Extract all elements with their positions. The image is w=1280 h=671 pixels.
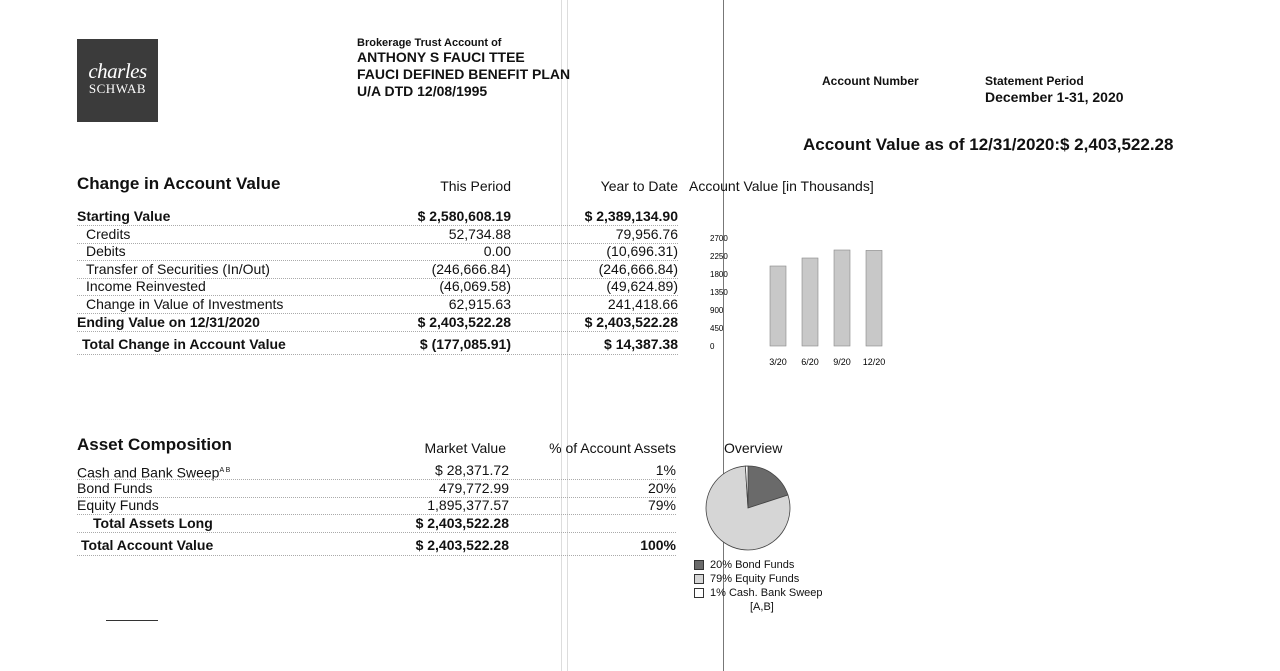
- change-row-period: (246,666.84): [431, 261, 511, 277]
- legend-swatch: [694, 560, 704, 570]
- row-divider: [77, 532, 676, 533]
- bar-9/20: [834, 250, 850, 346]
- legend-item: [694, 558, 823, 572]
- footer-rule: [106, 620, 158, 621]
- asset-row-label-text: Equity Funds: [77, 497, 159, 513]
- change-row-period: 62,915.63: [448, 296, 511, 312]
- logo-text-charles: charles: [88, 59, 147, 83]
- x-tick-label: 6/20: [801, 357, 819, 367]
- change-section-title: Change in Account Value: [77, 174, 281, 193]
- change-row-ytd: (10,696.31): [606, 243, 678, 259]
- bar-3/20: [770, 266, 786, 346]
- change-row-ytd: $ 2,403,522.28: [584, 314, 678, 330]
- change-row-period: 0.00: [483, 243, 511, 259]
- asset-row-market: $ 28,371.72: [435, 462, 509, 478]
- bar-6/20: [802, 258, 818, 346]
- change-row-period: 52,734.88: [448, 226, 511, 242]
- legend-label: 1% Cash. Bank Sweep: [710, 587, 823, 599]
- asset-row-pct: 79%: [647, 497, 676, 513]
- y-tick-label: 2250: [710, 252, 728, 261]
- asset-row-label-text: Total Account Value: [81, 537, 214, 553]
- row-divider: [77, 555, 676, 556]
- account-header: [357, 37, 570, 100]
- asset-row-label: [77, 497, 159, 514]
- pie-chart-title: Overview: [724, 440, 783, 456]
- change-row-ytd: (49,624.89): [606, 278, 678, 294]
- asset-section-title: Asset Composition: [77, 435, 232, 454]
- overview-pie-chart: [700, 462, 800, 554]
- change-row-period: $ 2,580,608.19: [417, 208, 511, 224]
- row-divider: [77, 331, 678, 332]
- statement-period-label: Statement Period: [985, 74, 1084, 88]
- schwab-logo: [77, 39, 158, 122]
- change-row-ytd: 79,956.76: [615, 226, 678, 242]
- change-row-label: Transfer of Securities (In/Out): [86, 261, 270, 277]
- row-divider: [77, 354, 678, 355]
- account-type: Brokerage Trust Account of: [357, 37, 502, 49]
- account-date: U/A DTD 12/08/1995: [357, 83, 488, 99]
- legend-label: [A,B]: [750, 601, 774, 613]
- change-row-ytd: 241,418.66: [607, 296, 678, 312]
- legend-label: 20% Bond Funds: [710, 559, 795, 571]
- asset-row-label-text: Cash and Bank Sweep: [77, 464, 220, 481]
- asset-row-pct: 1%: [655, 462, 676, 478]
- asset-row-label: [93, 515, 213, 532]
- footnote-marker: A B: [219, 467, 231, 474]
- y-tick-label: 900: [710, 306, 724, 315]
- asset-row-pct: 20%: [647, 480, 676, 496]
- change-row-ytd: (246,666.84): [598, 261, 678, 277]
- col-this-period: This Period: [440, 178, 511, 194]
- change-row-label: Starting Value: [77, 208, 171, 224]
- account-value-heading: Account Value as of 12/31/2020:$ 2,403,522.28: [803, 135, 1174, 154]
- asset-row-label-text: Total Assets Long: [93, 515, 213, 531]
- y-tick-label: 1800: [710, 270, 728, 279]
- change-row-ytd: $ 14,387.38: [604, 336, 678, 352]
- asset-row-market: $ 2,403,522.28: [415, 537, 509, 553]
- change-row-label: Debits: [86, 243, 126, 259]
- x-tick-label: 12/20: [862, 357, 886, 367]
- col-pct-assets: % of Account Assets: [549, 440, 676, 456]
- change-row-period: $ 2,403,522.28: [417, 314, 511, 330]
- asset-row-market: 1,895,377.57: [427, 497, 509, 513]
- asset-row-market: 479,772.99: [438, 480, 509, 496]
- y-tick-label: 450: [710, 324, 724, 333]
- col-year-to-date: Year to Date: [600, 178, 678, 194]
- account-plan: FAUCI DEFINED BENEFIT PLAN: [357, 66, 571, 82]
- legend-item: [694, 572, 823, 586]
- change-row-period: (46,069.58): [439, 278, 511, 294]
- pie-legend: [694, 558, 823, 614]
- col-market-value: Market Value: [424, 440, 506, 456]
- logo-text-schwab: SCHWAB: [88, 81, 147, 96]
- change-row-label: Income Reinvested: [86, 278, 206, 294]
- change-row-ytd: $ 2,389,134.90: [584, 208, 678, 224]
- asset-row-label: [81, 537, 213, 554]
- x-tick-label: 3/20: [769, 357, 787, 367]
- y-tick-label: 0: [710, 342, 715, 351]
- change-row-label: Change in Value of Investments: [86, 296, 284, 312]
- change-row-label: Credits: [86, 226, 131, 242]
- legend-label: 79% Equity Funds: [710, 573, 800, 585]
- legend-swatch: [694, 574, 704, 584]
- bar-chart-title: Account Value [in Thousands]: [689, 178, 874, 194]
- bar-12/20: [866, 250, 882, 346]
- x-tick-label: 9/20: [833, 357, 851, 367]
- change-row-period: $ (177,085.91): [419, 336, 511, 352]
- statement-period: December 1-31, 2020: [985, 89, 1124, 105]
- change-row-label: Ending Value on 12/31/2020: [77, 314, 260, 330]
- asset-row-label: [77, 480, 153, 497]
- asset-row-pct: 100%: [640, 537, 676, 553]
- asset-row-market: $ 2,403,522.28: [415, 515, 509, 531]
- asset-row-label-text: Bond Funds: [77, 480, 153, 496]
- y-tick-label: 2700: [710, 234, 728, 243]
- account-number-label: Account Number: [822, 74, 919, 88]
- legend-item: [694, 600, 823, 614]
- legend-swatch: [694, 588, 704, 598]
- legend-item: [694, 586, 823, 600]
- account-value-bar-chart: [700, 228, 900, 373]
- account-holder: ANTHONY S FAUCI TTEE: [357, 49, 525, 65]
- change-row-label: Total Change in Account Value: [82, 336, 286, 352]
- y-tick-label: 1350: [710, 288, 728, 297]
